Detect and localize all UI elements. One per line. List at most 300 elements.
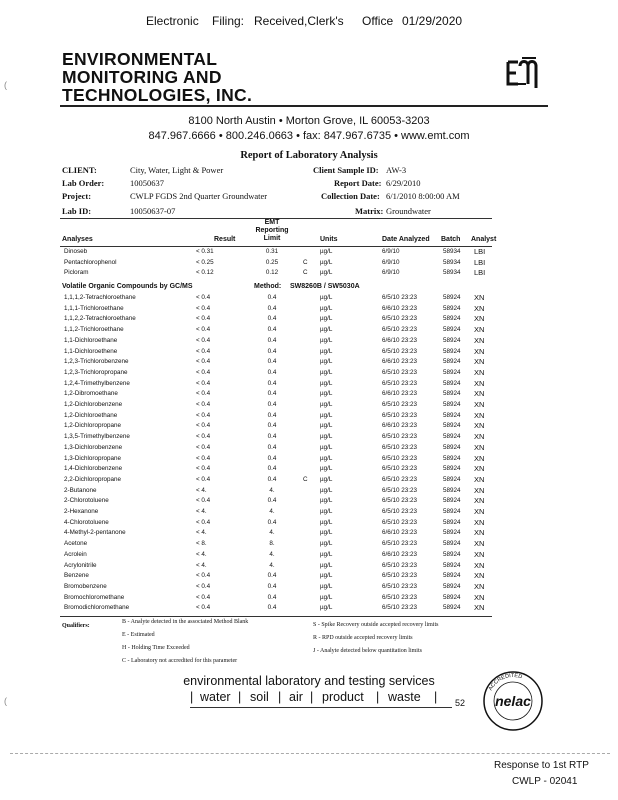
cell-batch: 58924 — [443, 572, 461, 580]
cell-batch: 58924 — [443, 454, 461, 462]
voc-method-value: SW8260B / SW5030A — [290, 283, 360, 290]
cell-date: 6/5/10 23:23 — [382, 326, 418, 334]
table-row — [0, 304, 618, 314]
cell-limit: 0.4 — [267, 347, 277, 355]
cell-analyst: XN — [474, 400, 485, 409]
cell-date: 6/5/10 23:23 — [382, 475, 418, 483]
lab-order-value: 10050637 — [130, 178, 164, 188]
cell-limit: 0.4 — [267, 454, 277, 462]
cell-name: 1,1,1,2-Tetrachloroethane — [64, 294, 136, 301]
cell-units: µg/L — [320, 411, 333, 419]
cell-name: 1,2,4-Trimethylbenzene — [64, 379, 130, 387]
table-row — [0, 247, 618, 257]
cell-analyst: LBI — [474, 247, 486, 256]
cell-batch: 58924 — [443, 465, 461, 473]
report-date-value: 6/29/2010 — [386, 178, 421, 188]
service-separator: | — [310, 690, 314, 704]
cell-result: < 8. — [196, 540, 207, 548]
cell-name: Pentachlorophenol — [64, 258, 117, 266]
cell-result: < 0.4 — [196, 336, 211, 344]
cell-batch: 58924 — [443, 540, 461, 548]
cell-analyst: XN — [474, 303, 485, 313]
scan-rule — [10, 753, 610, 754]
table-row — [0, 486, 618, 496]
cell-batch: 58924 — [443, 529, 461, 537]
cell-units: µg/L — [320, 508, 333, 515]
cell-result: < 0.4 — [196, 475, 211, 483]
qualifier-b: B - Analyte detected in the associated Method Blank — [122, 619, 249, 625]
col-date-analyzed: Date Analyzed — [382, 236, 430, 243]
cell-batch: 58924 — [443, 582, 461, 590]
cell-result: < 0.4 — [196, 572, 211, 580]
table-row — [0, 432, 618, 442]
table-row — [0, 496, 618, 506]
cell-batch: 58924 — [443, 304, 461, 312]
cell-batch: 58924 — [443, 294, 461, 301]
cell-batch: 58924 — [443, 422, 461, 430]
cell-result: < 0.4 — [196, 315, 211, 323]
cell-analyst: XN — [474, 432, 485, 442]
cell-batch: 58924 — [443, 550, 461, 558]
col-analyses: Analyses — [62, 236, 93, 243]
cell-result: < 0.4 — [196, 401, 211, 408]
cell-units: µg/L — [320, 540, 333, 548]
qualifier-r: R - RPD outside accepted recovery limits — [313, 635, 413, 641]
table-row — [0, 325, 618, 335]
service-separator: | — [434, 690, 438, 704]
cell-name: 2-Chlorotoluene — [64, 497, 109, 505]
cell-date: 6/5/10 23:23 — [382, 572, 418, 580]
cell-analyst: XN — [474, 325, 485, 335]
cell-date: 6/6/10 23:23 — [382, 304, 418, 312]
cell-analyst: XN — [474, 528, 485, 538]
table-row — [0, 571, 618, 581]
collection-label: Collection Date: — [321, 191, 380, 201]
project-value: CWLP FGDS 2nd Quarter Groundwater — [130, 191, 268, 201]
table-row — [0, 357, 618, 367]
cell-q: C — [303, 258, 308, 266]
cell-name: 1,1,2,2-Tetrachloroethane — [64, 315, 136, 323]
cell-date: 6/5/10 23:23 — [382, 518, 418, 526]
cell-date: 6/9/10 — [382, 269, 400, 276]
cell-limit: 0.31 — [265, 248, 279, 255]
cell-units: µg/L — [320, 572, 333, 580]
cell-result: < 0.4 — [196, 358, 211, 366]
cell-limit: 0.4 — [267, 401, 277, 408]
cell-result: < 0.4 — [196, 443, 211, 451]
services-underline — [190, 707, 452, 708]
cell-limit: 0.4 — [267, 326, 277, 334]
cell-limit: 0.4 — [267, 315, 277, 323]
cell-analyst: XN — [474, 539, 485, 549]
bates-number: CWLP - 02041 — [512, 776, 578, 787]
cell-units: µg/L — [320, 454, 333, 462]
table-row — [0, 561, 618, 571]
cell-result: < 0.12 — [196, 269, 214, 276]
cell-units: µg/L — [320, 486, 333, 494]
matrix-label: Matrix: — [355, 206, 384, 216]
service-waste: waste — [388, 690, 421, 704]
cell-date: 6/5/10 23:23 — [382, 561, 418, 569]
cell-date: 6/5/10 23:23 — [382, 582, 418, 590]
cell-limit: 4. — [269, 550, 275, 558]
table-row — [0, 475, 618, 485]
cell-limit: 0.12 — [265, 269, 279, 276]
cell-batch: 58924 — [443, 561, 461, 569]
cell-limit: 0.4 — [267, 582, 277, 590]
table-row — [0, 582, 618, 592]
cell-date: 6/9/10 — [382, 258, 400, 266]
cell-date: 6/5/10 23:23 — [382, 593, 418, 601]
table-row — [0, 603, 618, 613]
service-separator: | — [376, 690, 380, 704]
cell-limit: 0.4 — [267, 390, 277, 398]
cell-batch: 58924 — [443, 475, 461, 483]
cell-limit: 4. — [269, 508, 275, 515]
cell-date: 6/5/10 23:23 — [382, 294, 418, 301]
voc-method-label: Method: — [254, 283, 282, 290]
cell-name: 1,3,5-Trimethylbenzene — [64, 433, 130, 441]
cell-date: 6/5/10 23:23 — [382, 540, 418, 548]
cell-result: < 0.4 — [196, 582, 211, 590]
service-air: air — [289, 690, 303, 704]
cell-units: µg/L — [320, 433, 333, 441]
cell-batch: 58924 — [443, 390, 461, 398]
cell-units: µg/L — [320, 336, 333, 344]
cell-batch: 58924 — [443, 411, 461, 419]
cell-name: 4-Methyl-2-pentanone — [64, 529, 126, 537]
cell-date: 6/5/10 23:23 — [382, 497, 418, 505]
cell-batch: 58924 — [443, 433, 461, 441]
cell-limit: 0.4 — [267, 497, 277, 505]
emt-logo-icon — [500, 54, 542, 94]
lab-order-label: Lab Order: — [62, 178, 105, 188]
cell-units: µg/L — [320, 347, 333, 355]
cell-units: µg/L — [320, 401, 333, 408]
report-title: Report of Laboratory Analysis — [240, 150, 378, 161]
cell-limit: 0.4 — [267, 475, 277, 483]
cell-limit: 0.4 — [267, 294, 277, 301]
cell-name: 1,2-Dibromoethane — [64, 390, 118, 398]
cell-analyst: XN — [474, 464, 485, 474]
cell-result: < 4. — [196, 486, 207, 494]
cell-units: µg/L — [320, 379, 333, 387]
company-line-1: ENVIRONMENTAL — [62, 49, 218, 69]
cell-analyst: XN — [474, 293, 485, 302]
company-line-3: TECHNOLOGIES, INC. — [62, 85, 253, 105]
scan-edge-mark: ( — [4, 696, 7, 706]
cell-limit: 0.4 — [267, 604, 277, 612]
cell-name: 2-Butanone — [64, 486, 97, 494]
cell-result: < 0.31 — [196, 248, 214, 255]
cell-limit: 0.4 — [267, 465, 277, 473]
cell-result: < 0.4 — [196, 465, 211, 473]
cell-batch: 58924 — [443, 347, 461, 355]
sample-id-label: Client Sample ID: — [313, 165, 379, 175]
cell-date: 6/5/10 23:23 — [382, 604, 418, 612]
cell-analyst: XN — [474, 549, 485, 559]
col-batch: Batch — [441, 236, 461, 243]
cell-name: 1,2-Dichloroethane — [64, 411, 118, 419]
cell-batch: 58924 — [443, 518, 461, 526]
cell-result: < 4. — [196, 508, 207, 515]
company-contact: 847.967.6666 • 800.246.0663 • fax: 847.967.6735 • www.emt.com — [148, 130, 470, 142]
col-limit-line-1: EMT — [264, 219, 280, 226]
cell-batch: 58924 — [443, 326, 461, 334]
col-units: Units — [320, 236, 338, 243]
client-value: City, Water, Light & Power — [130, 165, 224, 175]
table-row — [0, 336, 618, 346]
cell-analyst: XN — [474, 485, 485, 495]
cell-analyst: XN — [474, 453, 485, 463]
cell-analyst: XN — [474, 507, 485, 516]
cell-batch: 58924 — [443, 368, 461, 376]
cell-q: C — [303, 475, 308, 483]
cell-analyst: XN — [474, 442, 485, 452]
cell-analyst: XN — [474, 367, 485, 377]
cell-analyst: XN — [474, 474, 485, 484]
cell-result: < 0.4 — [196, 368, 211, 376]
cell-name: 2,2-Dichloropropane — [64, 475, 122, 483]
table-row — [0, 454, 618, 464]
qualifier-j: J - Analyte detected below quantitation limits — [313, 648, 422, 654]
cell-units: µg/L — [320, 368, 333, 376]
cell-date: 6/6/10 23:23 — [382, 422, 418, 430]
table-row — [0, 379, 618, 389]
cell-batch: 58924 — [443, 401, 461, 408]
service-water: water — [200, 690, 231, 704]
filing-electronic: Electronic — [146, 14, 199, 28]
cell-date: 6/5/10 23:23 — [382, 379, 418, 387]
cell-analyst: XN — [474, 389, 485, 399]
cell-units: µg/L — [320, 561, 333, 569]
qualifier-c: C - Laboratory not accredited for this parameter — [122, 658, 238, 664]
cell-units: µg/L — [320, 465, 333, 473]
cell-date: 6/5/10 23:23 — [382, 315, 418, 323]
table-end-rule — [60, 616, 492, 617]
service-product: product — [322, 690, 364, 704]
cell-limit: 0.4 — [267, 433, 277, 441]
cell-batch: 58924 — [443, 508, 461, 515]
project-label: Project: — [62, 191, 92, 201]
cell-units: µg/L — [320, 315, 333, 323]
cell-analyst: XN — [474, 581, 485, 591]
cell-units: µg/L — [320, 593, 333, 601]
nelac-logo-text: nelac — [495, 693, 531, 709]
cell-limit: 4. — [269, 561, 275, 569]
matrix-value: Groundwater — [386, 206, 431, 216]
cell-name: Bromochloromethane — [64, 593, 125, 601]
cell-analyst: XN — [474, 496, 485, 506]
col-result: Result — [214, 236, 236, 243]
filing-office: Office — [362, 14, 394, 28]
cell-result: < 0.4 — [196, 593, 211, 601]
table-row — [0, 443, 618, 453]
cell-units: µg/L — [320, 497, 333, 505]
cell-name: Bromobenzene — [64, 582, 107, 590]
service-separator: | — [278, 690, 282, 704]
cell-batch: 58924 — [443, 604, 461, 612]
cell-name: 1,2,3-Trichloropropane — [64, 368, 128, 376]
cell-date: 6/6/10 23:23 — [382, 358, 418, 366]
cell-analyst: XN — [474, 335, 485, 345]
cell-name: 1,4-Dichlorobenzene — [64, 465, 123, 473]
nelac-accreditation-logo — [482, 670, 544, 732]
cell-name: Acetone — [64, 540, 88, 548]
table-row — [0, 368, 618, 378]
cell-name: Picloram — [64, 269, 89, 276]
cell-analyst: XN — [474, 571, 485, 581]
cell-limit: 0.4 — [267, 336, 277, 344]
table-row — [0, 528, 618, 538]
table-row — [0, 518, 618, 528]
cell-q: C — [303, 269, 308, 276]
cell-date: 6/5/10 23:23 — [382, 465, 418, 473]
cell-date: 6/6/10 23:23 — [382, 550, 418, 558]
cell-name: Dinoseb — [64, 248, 88, 255]
cell-name: 2-Hexanone — [64, 508, 99, 515]
service-separator: | — [238, 690, 242, 704]
col-limit-line-2: Reporting — [255, 227, 289, 234]
qualifier-s: S - Spike Recovery outside accepted recovery limits — [313, 622, 439, 628]
qualifier-e: E - Estimated — [122, 632, 155, 638]
cell-result: < 4. — [196, 529, 207, 537]
scan-edge-mark: ( — [4, 80, 7, 90]
cell-units: µg/L — [320, 422, 333, 430]
table-row — [0, 464, 618, 474]
cell-limit: 0.25 — [265, 258, 279, 266]
table-row — [0, 411, 618, 421]
col-analyst: Analyst — [471, 236, 497, 243]
cell-result: < 0.4 — [196, 390, 211, 398]
col-reporting-limit — [254, 219, 290, 243]
cell-batch: 58924 — [443, 443, 461, 451]
table-row — [0, 593, 618, 603]
cell-analyst: LBI — [474, 257, 486, 267]
cell-analyst: XN — [474, 410, 485, 420]
cell-analyst: XN — [474, 517, 485, 527]
cell-analyst: XN — [474, 592, 485, 602]
cell-result: < 0.4 — [196, 326, 211, 334]
qualifier-h: H - Holding Time Exceeded — [122, 645, 190, 651]
cell-limit: 0.4 — [267, 358, 277, 366]
table-row — [0, 293, 618, 303]
table-row — [0, 539, 618, 549]
cell-batch: 58934 — [443, 248, 461, 255]
table-row — [0, 550, 618, 560]
cell-batch: 58924 — [443, 358, 461, 366]
cell-limit: 0.4 — [267, 593, 277, 601]
cell-analyst: XN — [474, 357, 485, 367]
cell-date: 6/6/10 23:23 — [382, 390, 418, 398]
cell-limit: 0.4 — [267, 368, 277, 376]
lab-id-value: 10050637-07 — [130, 206, 176, 216]
cell-name: 1,2,3-Trichlorobenzene — [64, 358, 129, 366]
cell-units: µg/L — [320, 550, 333, 558]
cell-date: 6/5/10 23:23 — [382, 454, 418, 462]
cell-result: < 0.4 — [196, 497, 211, 505]
cell-units: µg/L — [320, 358, 333, 366]
cell-name: 1,2-Dichlorobenzene — [64, 401, 123, 408]
cell-name: 1,1-Dichloroethane — [64, 336, 118, 344]
collection-value: 6/1/2010 8:00:00 AM — [386, 191, 460, 201]
cell-date: 6/5/10 23:23 — [382, 433, 418, 441]
cell-limit: 8. — [269, 540, 275, 548]
cell-date: 6/5/10 23:23 — [382, 347, 418, 355]
filing-date: 01/29/2020 — [402, 14, 463, 28]
cell-name: 4-Chlorotoluene — [64, 518, 109, 526]
cell-result: < 0.4 — [196, 454, 211, 462]
cell-limit: 4. — [269, 486, 275, 494]
table-row — [0, 507, 618, 517]
footer-tagline: environmental laboratory and testing services — [183, 674, 435, 688]
cell-analyst: XN — [474, 314, 485, 324]
cell-batch: 58924 — [443, 486, 461, 494]
table-row — [0, 421, 618, 431]
client-label: CLIENT: — [62, 165, 97, 175]
cell-batch: 58934 — [443, 258, 461, 266]
cell-name: 1,2-Dichloropropane — [64, 422, 122, 430]
cell-result: < 0.4 — [196, 347, 211, 355]
cell-units: µg/L — [320, 269, 333, 276]
service-separator: | — [190, 690, 194, 704]
cell-units: µg/L — [320, 518, 333, 526]
cell-units: µg/L — [320, 390, 333, 398]
cell-limit: 0.4 — [267, 379, 277, 387]
col-limit-line-3: Limit — [263, 235, 281, 242]
cell-name: 1,1,2-Trichloroethane — [64, 326, 124, 334]
cell-name: Acrylonitrile — [64, 561, 97, 569]
cell-units: µg/L — [320, 443, 333, 451]
cell-batch: 58924 — [443, 315, 461, 323]
cell-result: < 4. — [196, 561, 207, 569]
cell-result: < 0.4 — [196, 294, 211, 301]
cell-batch: 58924 — [443, 379, 461, 387]
cell-date: 6/5/10 23:23 — [382, 368, 418, 376]
cell-name: Acrolein — [64, 550, 87, 558]
voc-section-title: Volatile Organic Compounds by GC/MS — [62, 283, 193, 290]
cell-analyst: XN — [474, 421, 485, 431]
cell-result: < 0.4 — [196, 411, 211, 419]
table-row — [0, 314, 618, 324]
cell-date: 6/9/10 — [382, 248, 400, 255]
cell-result: < 0.4 — [196, 604, 211, 612]
cell-date: 6/6/10 23:23 — [382, 529, 418, 537]
cell-limit: 0.4 — [267, 572, 277, 580]
company-address: 8100 North Austin • Morton Grove, IL 60053-3203 — [188, 115, 430, 127]
cell-result: < 0.4 — [196, 518, 211, 526]
service-soil: soil — [250, 690, 269, 704]
cell-name: 1,3-Dichloropropane — [64, 454, 122, 462]
cell-batch: 58934 — [443, 269, 461, 276]
page-number: 52 — [455, 698, 466, 708]
cell-name: 1,1,1-Trichloroethane — [64, 304, 124, 312]
cell-date: 6/5/10 23:23 — [382, 411, 418, 419]
cell-units: µg/L — [320, 304, 333, 312]
cell-limit: 0.4 — [267, 422, 277, 430]
cell-analyst: XN — [474, 603, 485, 613]
filing-received: Received,Clerk's — [254, 14, 344, 28]
cell-result: < 0.4 — [196, 379, 211, 387]
filing-label: Filing: — [212, 14, 245, 28]
cell-units: µg/L — [320, 529, 333, 537]
cell-limit: 0.4 — [267, 304, 277, 312]
cell-result: < 0.4 — [196, 304, 211, 312]
table-row — [0, 268, 618, 278]
cell-units: µg/L — [320, 582, 333, 590]
cell-name: Benzene — [64, 572, 89, 580]
cell-name: 1,3-Dichlorobenzene — [64, 443, 123, 451]
